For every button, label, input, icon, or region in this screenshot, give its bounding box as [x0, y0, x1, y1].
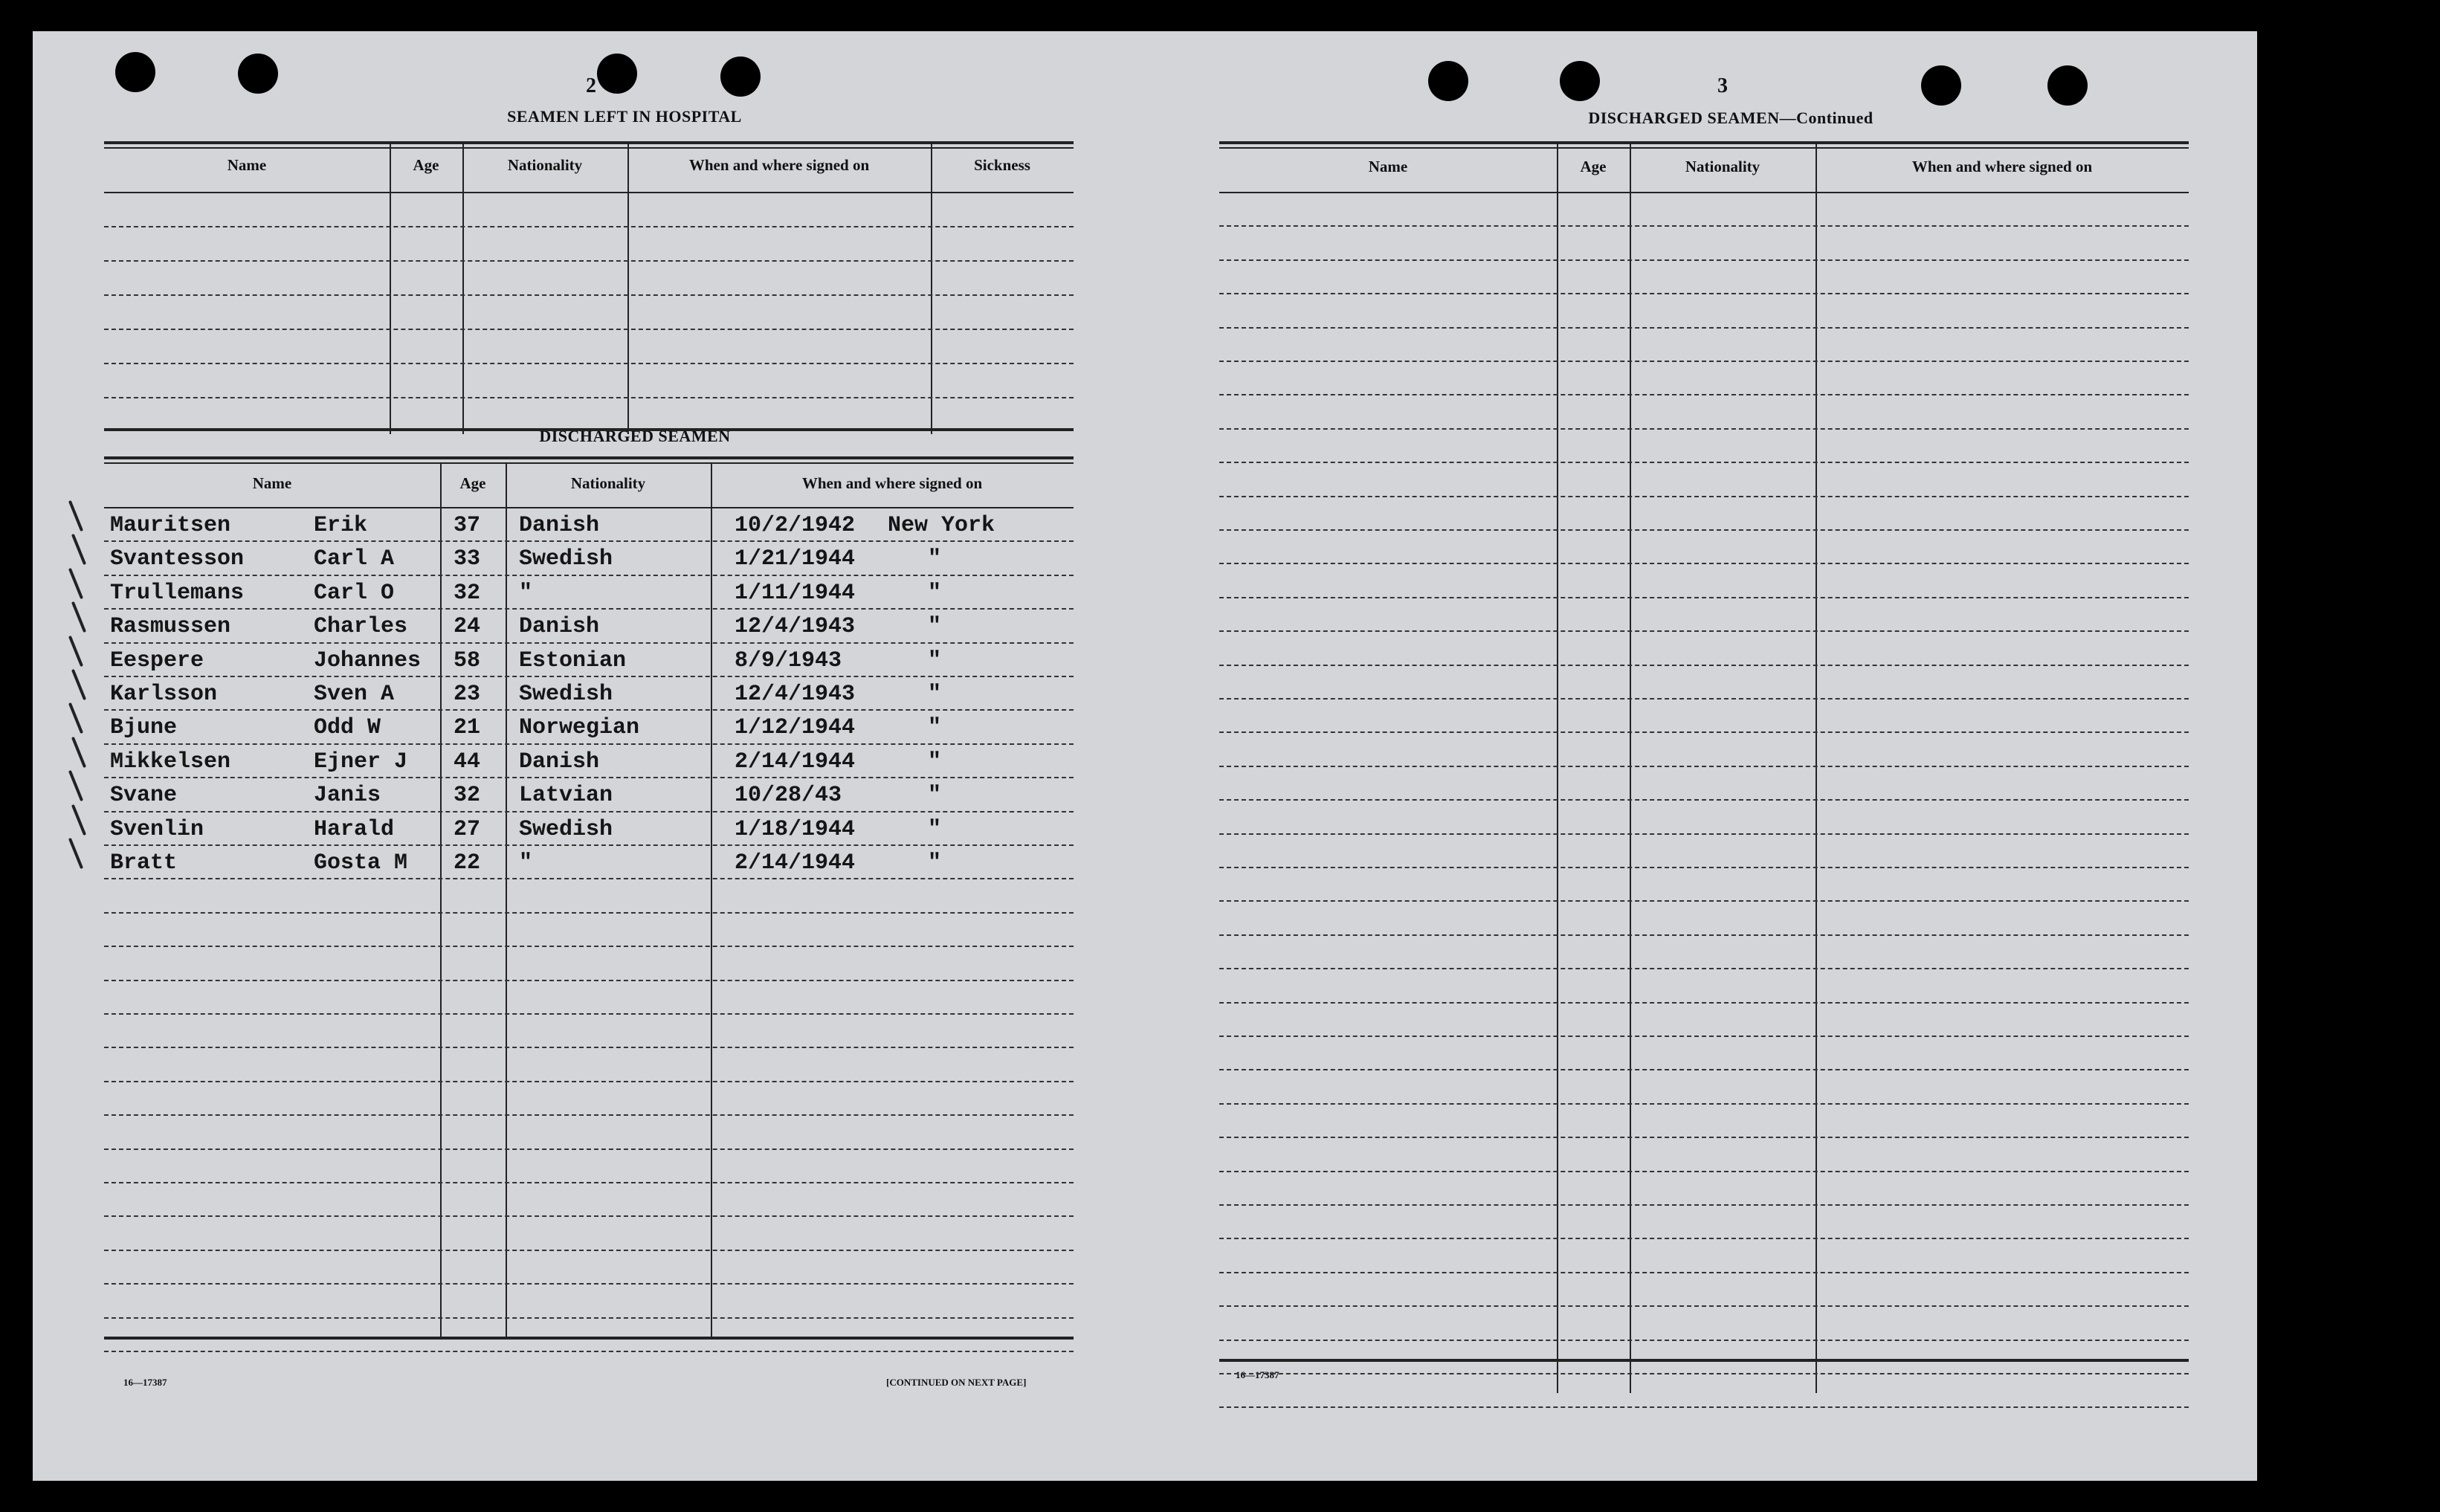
seaman-nationality: Latvian [519, 783, 613, 809]
seaman-surname: Bratt [110, 850, 178, 876]
handwritten-check-mark [68, 770, 83, 801]
row-line [104, 226, 1074, 227]
signed-on-place: " [928, 850, 942, 876]
seaman-age: 32 [454, 580, 481, 606]
row-line [104, 1114, 1074, 1116]
continued-section-title: DISCHARGED SEAMEN—Continued [1588, 109, 1873, 127]
row-line [1219, 934, 2189, 936]
row-line [1219, 563, 2189, 564]
column-divider [1630, 144, 1631, 1393]
column-divider [931, 144, 932, 434]
signed-on-place: " [928, 546, 942, 572]
handwritten-check-mark [68, 500, 83, 532]
row-line [104, 844, 1074, 846]
row-line [1219, 1103, 2189, 1105]
row-line [1219, 1272, 2189, 1273]
seaman-given-name: Gosta M [314, 850, 408, 876]
seaman-age: 32 [454, 783, 481, 809]
seaman-surname: Bjune [110, 715, 178, 741]
handwritten-check-mark [71, 737, 86, 768]
handwritten-check-mark [68, 702, 83, 734]
row-line [1219, 259, 2189, 261]
signed-on-date: 1/18/1944 [735, 816, 856, 842]
right-column-header: Nationality [1685, 158, 1760, 175]
column-divider [390, 144, 391, 434]
seaman-given-name: Ejner J [314, 749, 408, 775]
row-line [1219, 1137, 2189, 1138]
table-rule [1219, 147, 2189, 149]
seaman-given-name: Erik [314, 513, 368, 538]
seaman-nationality: Swedish [519, 546, 613, 572]
right-column-header: When and where signed on [1911, 158, 2093, 175]
row-line [104, 1148, 1074, 1150]
handwritten-check-mark [68, 568, 83, 599]
row-line [1219, 225, 2189, 227]
row-line [1219, 968, 2189, 969]
row-line [1219, 1036, 2189, 1037]
row-line [1219, 900, 2189, 902]
signed-on-date: 12/4/1943 [735, 614, 856, 640]
seaman-nationality: Swedish [519, 816, 613, 842]
row-line [104, 642, 1074, 644]
discharged-column-header: Age [459, 474, 486, 492]
handwritten-check-mark [71, 601, 86, 633]
signed-on-place: " [928, 816, 942, 842]
row-line [104, 980, 1074, 981]
row-line [104, 811, 1074, 812]
row-line [104, 397, 1074, 398]
signed-on-place: " [928, 647, 942, 673]
discharged-column-header: Name [252, 474, 292, 492]
punch-hole [1921, 65, 1961, 106]
seaman-given-name: Charles [314, 614, 408, 640]
row-line [1219, 361, 2189, 362]
signed-on-date: 1/11/1944 [735, 580, 856, 606]
row-line [1219, 1204, 2189, 1206]
row-line [104, 777, 1074, 778]
row-line [104, 540, 1074, 542]
hospital-section-title: SEAMEN LEFT IN HOSPITAL [507, 107, 742, 126]
handwritten-check-mark [68, 838, 83, 869]
seaman-age: 21 [454, 715, 481, 741]
signed-on-date: 1/21/1944 [735, 546, 856, 572]
row-line [104, 1215, 1074, 1217]
seaman-age: 22 [454, 850, 481, 876]
table-rule [104, 456, 1074, 459]
seaman-given-name: Janis [314, 783, 381, 809]
row-line [104, 743, 1074, 745]
table-rule [104, 507, 1074, 508]
column-divider [1557, 144, 1558, 1393]
row-line [104, 575, 1074, 576]
punch-hole [597, 54, 637, 94]
row-line [1219, 462, 2189, 463]
handwritten-check-mark [68, 635, 83, 666]
seaman-surname: Mauritsen [110, 513, 231, 538]
row-line [1219, 833, 2189, 835]
row-line [104, 1013, 1074, 1015]
row-line [104, 709, 1074, 711]
row-line [1219, 293, 2189, 294]
column-divider [711, 462, 712, 1338]
seaman-given-name: Harald [314, 816, 395, 842]
table-rule [104, 141, 1074, 144]
row-line [104, 363, 1074, 364]
row-line [104, 608, 1074, 610]
handwritten-check-mark [71, 669, 86, 700]
seaman-given-name: Odd W [314, 715, 381, 741]
row-line [1219, 394, 2189, 395]
signed-on-date: 8/9/1943 [735, 647, 842, 673]
page-number-right: 3 [1717, 74, 1728, 97]
punch-hole [2047, 65, 2088, 106]
signed-on-place: " [928, 580, 942, 606]
row-line [1219, 327, 2189, 329]
signed-on-date: 10/2/1942 [735, 513, 856, 538]
punch-hole [1560, 61, 1600, 101]
column-divider [1816, 144, 1817, 1393]
form-code-left: 16—17387 [123, 1377, 167, 1388]
seaman-nationality: " [519, 580, 533, 606]
seaman-surname: Karlsson [110, 682, 218, 707]
seaman-nationality: Swedish [519, 682, 613, 707]
row-line [1219, 766, 2189, 767]
punch-hole [115, 52, 155, 92]
signed-on-place: New York [888, 513, 995, 538]
hospital-column-header: Nationality [507, 156, 583, 174]
signed-on-date: 10/28/43 [735, 783, 842, 809]
column-divider [506, 462, 507, 1338]
signed-on-place: " [928, 783, 942, 809]
seaman-nationality: Danish [519, 513, 600, 538]
punch-hole [1428, 61, 1468, 101]
row-line [1219, 428, 2189, 430]
row-line [1219, 698, 2189, 700]
row-line [104, 1250, 1074, 1251]
seaman-surname: Svantesson [110, 546, 245, 572]
right-column-header: Name [1368, 158, 1408, 175]
seaman-surname: Svenlin [110, 816, 204, 842]
row-line [1219, 731, 2189, 733]
table-rule [104, 192, 1074, 193]
seaman-given-name: Sven A [314, 682, 395, 707]
row-line [1219, 496, 2189, 497]
seaman-age: 58 [454, 647, 481, 673]
row-line [1219, 630, 2189, 632]
punch-hole [238, 54, 278, 94]
seaman-surname: Eespere [110, 647, 204, 673]
row-line [104, 878, 1074, 879]
hospital-column-header: Name [227, 156, 267, 174]
signed-on-date: 12/4/1943 [735, 682, 856, 707]
signed-on-place: " [928, 614, 942, 640]
signed-on-place: " [928, 715, 942, 741]
form-code-right: 16—17387 [1236, 1369, 1279, 1380]
row-line [1219, 1305, 2189, 1307]
seaman-age: 27 [454, 816, 481, 842]
signed-on-date: 2/14/1944 [735, 850, 856, 876]
discharged-column-header: When and where signed on [801, 474, 983, 492]
column-divider [627, 144, 629, 434]
seaman-surname: Rasmussen [110, 614, 231, 640]
row-line [1219, 799, 2189, 801]
seaman-surname: Trullemans [110, 580, 245, 606]
column-divider [462, 144, 464, 434]
seaman-age: 44 [454, 749, 481, 775]
seaman-nationality: " [519, 850, 533, 876]
document-sheet [33, 31, 2257, 1481]
seaman-age: 24 [454, 614, 481, 640]
seaman-nationality: Norwegian [519, 715, 640, 741]
table-rule [104, 462, 1074, 464]
hospital-column-header: Age [413, 156, 439, 174]
seaman-nationality: Danish [519, 614, 600, 640]
row-line [104, 1081, 1074, 1082]
right-column-header: Age [1580, 158, 1607, 175]
handwritten-check-mark [71, 804, 86, 835]
row-line [104, 260, 1074, 262]
row-line [104, 329, 1074, 330]
row-line [104, 1283, 1074, 1285]
table-rule [1219, 1359, 2189, 1362]
seaman-given-name: Carl A [314, 546, 395, 572]
hospital-column-header: Sickness [974, 156, 1030, 174]
row-line [104, 946, 1074, 947]
seaman-nationality: Danish [519, 749, 600, 775]
table-rule [104, 428, 1074, 431]
row-line [1219, 1406, 2189, 1408]
continued-note: [CONTINUED ON NEXT PAGE] [886, 1377, 1027, 1388]
row-line [104, 1182, 1074, 1183]
row-line [104, 294, 1074, 296]
row-line [1219, 1171, 2189, 1172]
seaman-age: 37 [454, 513, 481, 538]
discharged-section-title: DISCHARGED SEAMEN [539, 427, 731, 445]
seaman-age: 23 [454, 682, 481, 707]
row-line [104, 912, 1074, 914]
table-rule [104, 1337, 1074, 1340]
row-line [1219, 597, 2189, 598]
row-line [1219, 1340, 2189, 1341]
discharged-column-header: Nationality [570, 474, 646, 492]
seaman-given-name: Carl O [314, 580, 395, 606]
hospital-column-header: When and where signed on [688, 156, 870, 174]
row-line [1219, 1069, 2189, 1070]
seaman-nationality: Estonian [519, 647, 627, 673]
row-line [1219, 1373, 2189, 1374]
table-rule [104, 147, 1074, 149]
row-line [1219, 867, 2189, 868]
row-line [104, 1047, 1074, 1048]
row-line [1219, 529, 2189, 531]
row-line [104, 1317, 1074, 1319]
row-line [1219, 1238, 2189, 1239]
row-line [104, 676, 1074, 677]
column-divider [440, 462, 442, 1338]
row-line [104, 1351, 1074, 1352]
row-line [1219, 665, 2189, 666]
signed-on-date: 2/14/1944 [735, 749, 856, 775]
table-rule [1219, 192, 2189, 193]
signed-on-place: " [928, 749, 942, 775]
signed-on-place: " [928, 682, 942, 707]
seaman-age: 33 [454, 546, 481, 572]
row-line [1219, 1002, 2189, 1004]
punch-hole [720, 56, 761, 97]
seaman-given-name: Johannes [314, 647, 422, 673]
handwritten-check-mark [71, 534, 86, 565]
seaman-surname: Svane [110, 783, 178, 809]
seaman-surname: Mikkelsen [110, 749, 231, 775]
page-number-left: 2 [586, 74, 596, 97]
signed-on-date: 1/12/1944 [735, 715, 856, 741]
table-rule [1219, 141, 2189, 144]
